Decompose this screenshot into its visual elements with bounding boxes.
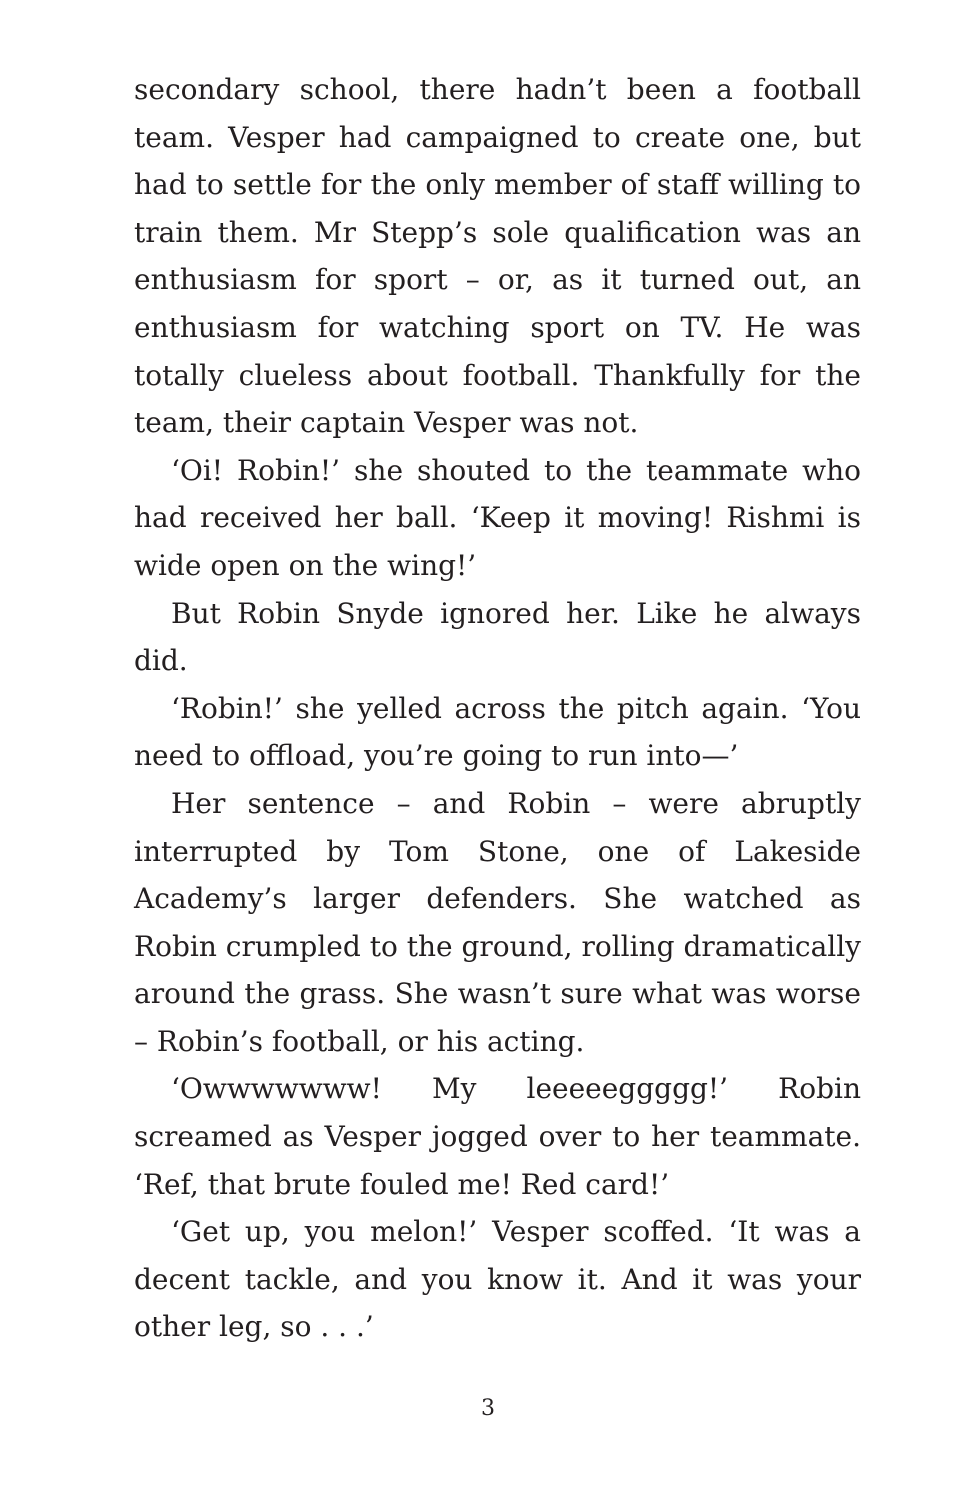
paragraph-robin-ignored: But Robin Snyde ignored her. Like he always did. xyxy=(134,596,861,678)
paragraph-get-up: ‘Get up, you melon!’ Vesper scoffed. ‘It was a decent tackle, and you know it. And it was your other leg, so . . .’ xyxy=(134,1215,861,1344)
page-number: 3 xyxy=(481,1396,495,1421)
paragraph-continuation: secondary school, there hadn’t been a football team. Vesper had campaigned to create one, but had to settle for the only member of staff willing to train them. Mr Stepp’s sole qualification was an enthusiasm for sport – or, as it turned out, an enthusiasm for watching sport on TV. He was totally clueless about football. Thankfully for the team, their captain Vesper was not. xyxy=(134,73,861,440)
paragraph-oi-robin: ‘Oi! Robin!’ she shouted to the teammate who had received her ball. ‘Keep it moving! Rishmi is wide open on the wing!’ xyxy=(134,453,861,582)
paragraph-tackle: Her sentence – and Robin – were abruptly interrupted by Tom Stone, one of Lakeside Academy’s larger defenders. She watched as Robin crumpled to the ground, rolling dramatically around the grass. She wasn’t sure what was worse – Robin’s football, or his acting. xyxy=(134,786,861,1058)
body-text xyxy=(134,66,861,1351)
paragraph-robin-yelled: ‘Robin!’ she yelled across the pitch again. ‘You need to offload, you’re going to run into—’ xyxy=(134,691,861,773)
paragraph-scream: ‘Owwwwwww! My leeeeeggggg!’ Robin screamed as Vesper jogged over to her teammate. ‘Ref, that brute fouled me! Red card!’ xyxy=(134,1072,861,1201)
